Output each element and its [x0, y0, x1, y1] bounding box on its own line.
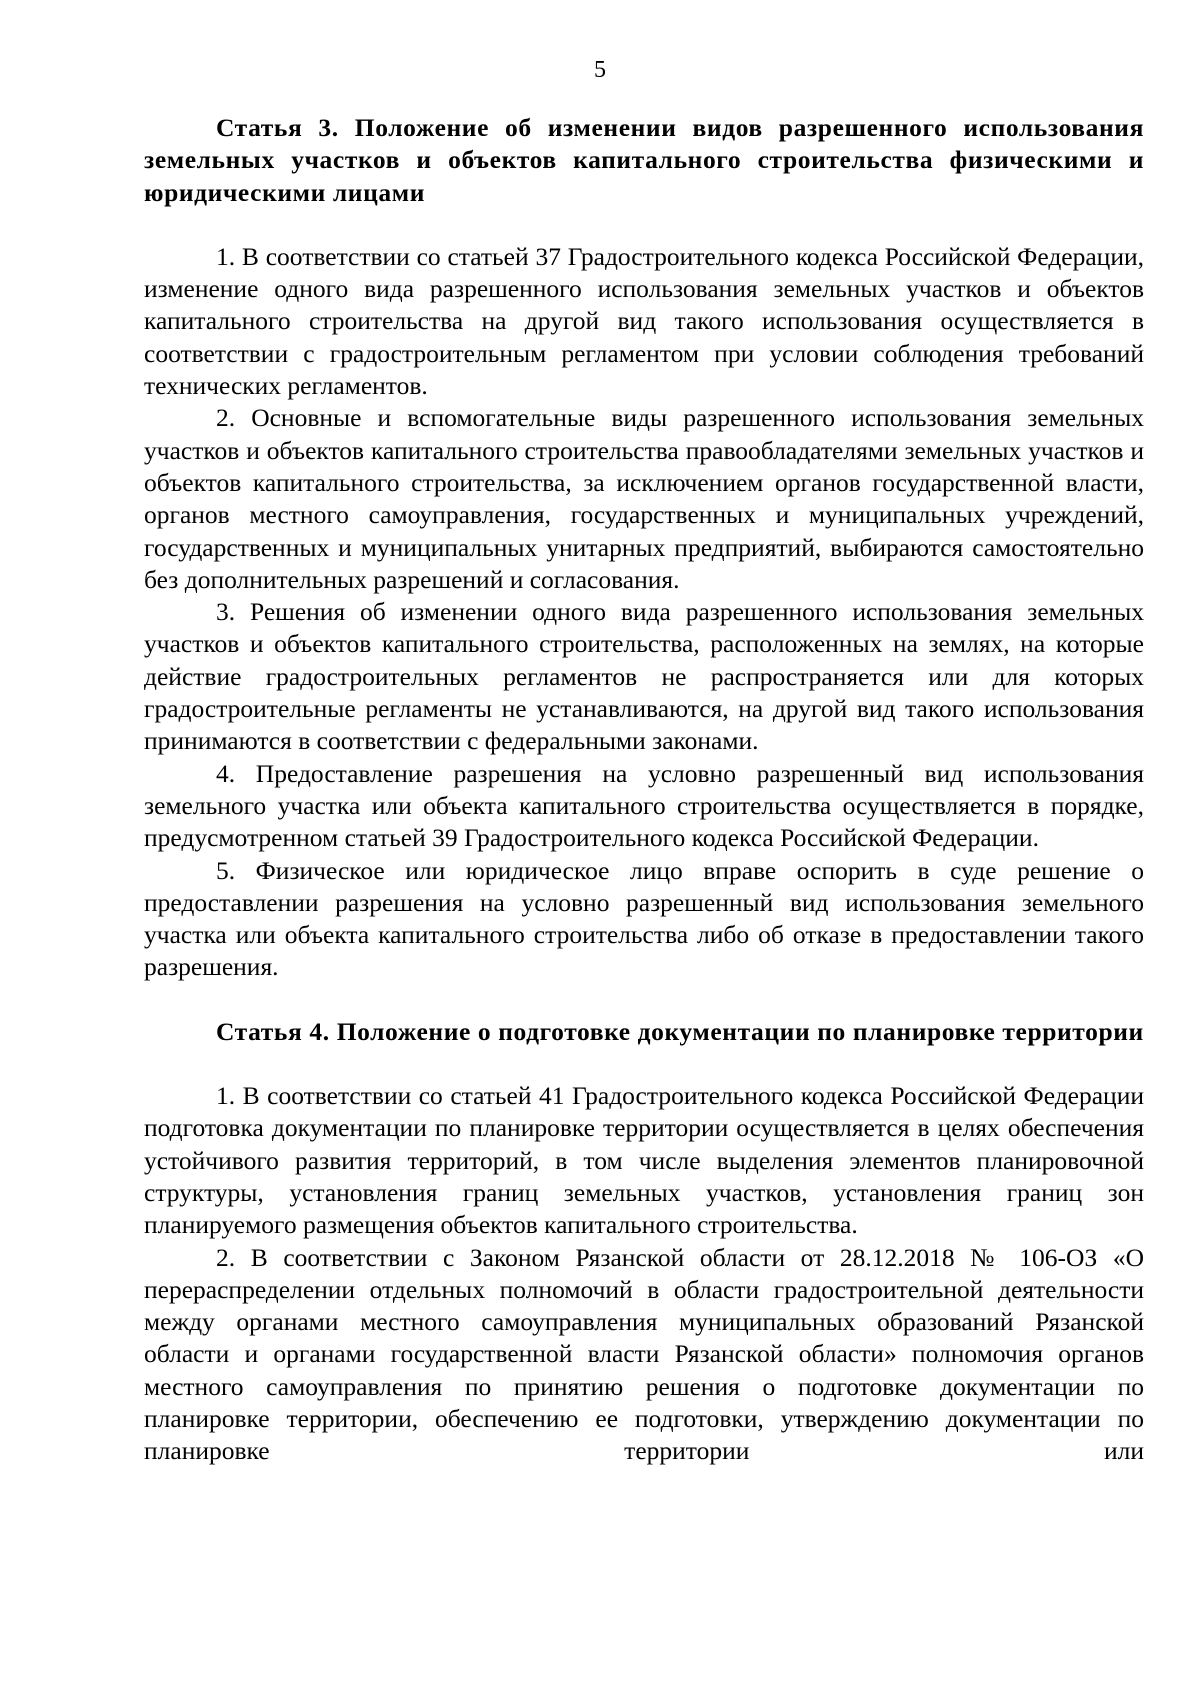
article-4-paragraph-2: 2. В соответствии с Законом Рязанской области от 28.12.2018 № 106-ОЗ «О перераспределении отдельных полномочий в области градостроительной деятельности между органами местного самоуправления муниципальных образований Рязанской области и органами государственной власти Рязанской области» полномочия органов местного самоуправления по принятию решения о подготовке документации по планировке территории, обеспечению ее подготовки, утверждению документации по планировке территории или [144, 1242, 1144, 1466]
spacer [144, 1048, 1144, 1080]
article-3-heading: Статья 3. Положение об изменении видов разрешенного использования земельных участков и объектов капитального строительства физическими и юридическими лицами [144, 113, 1144, 207]
page-number: 5 [594, 57, 606, 83]
spacer [144, 209, 1144, 241]
article-3-paragraph-4: 4. Предоставление разрешения на условно разрешенный вид использования земельного участка или объекта капитального строительства осуществляется в порядке, предусмотренном статьей 39 Градостроительного кодекса Российской Федерации. [144, 758, 1144, 853]
article-3-paragraph-3: 3. Решения об изменении одного вида разрешенного использования земельных участков и объектов капитального строительства, расположенных на землях, на которые действие градостроительных регламентов не распространяется или для которых градостроительные регламенты не устанавливаются, на другой вид такого использования принимаются в соответствии с федеральными законами. [144, 597, 1144, 756]
article-3-paragraph-5: 5. Физическое или юридическое лицо вправе оспорить в суде решение о предоставлении разрешения на условно разрешенный вид использования земельного участка или объекта капитального строительства либо об отказе в предоставлении такого разрешения. [144, 855, 1144, 982]
spacer [144, 984, 1144, 1016]
article-3-paragraph-2: 2. Основные и вспомогательные виды разрешенного использования земельных участков и объектов капитального строительства правообладателями земельных участков и объектов капитального строительства, за исключением органов государственной власти, органов местного самоуправления, государственных и муниципальных учреждений, государственных и муниципальных унитарных предприятий, выбираются самостоятельно без дополнительных разрешений и согласования. [144, 403, 1144, 594]
article-4-heading: Статья 4. Положение о подготовке документации по планировке территории [216, 1016, 1144, 1046]
article-4-paragraph-1: 1. В соответствии со статьей 41 Градостроительного кодекса Российской Федерации подготовка документации по планировке территории осуществляется в целях обеспечения устойчивого развития территорий, в том числе выделения элементов планировочной структуры, установления границ земельных участков, установления границ зон планируемого размещения объектов капитального строительства. [144, 1081, 1144, 1240]
article-3-paragraph-1: 1. В соответствии со статьей 37 Градостроительного кодекса Российской Федерации, изменение одного вида разрешенного использования земельных участков и объектов капитального строительства на другой вид такого использования осуществляется в соответствии с градостроительным регламентом при условии соблюдения требований технических регламентов. [144, 241, 1144, 401]
document-body [144, 112, 1144, 1468]
